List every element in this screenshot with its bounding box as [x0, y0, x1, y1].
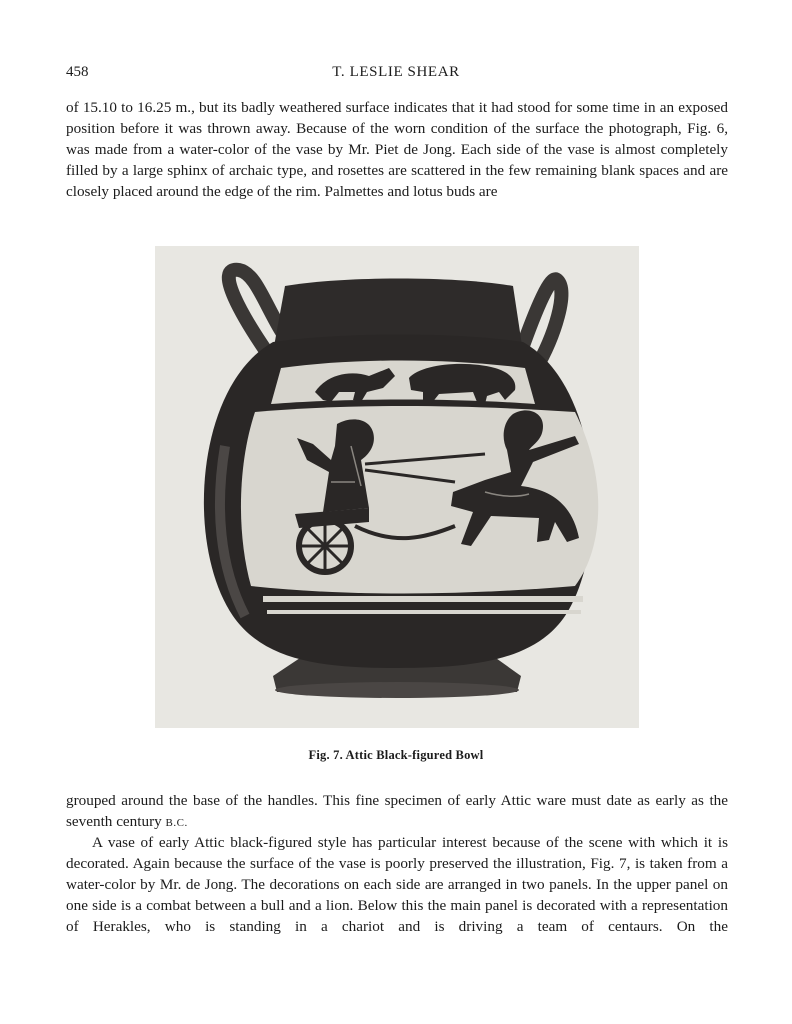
paragraph-3: A vase of early Attic black-figured style has particular interest because of the scene with which it is decorated. Again because the surface of the vase is poorly preserved the illustration, Fig. 7, is taken from a water-color by Mr. de Jong. The decorations on each side are arranged in two panels. In the upper panel on one side is a combat between a bull and a lion. Below this the main panel is decorated with a representation of Herakles, who is standing in a chariot and is driving a team of centaurs. On the — [66, 834, 728, 935]
lower-band-2 — [267, 610, 581, 614]
chariot-wheel-spokes — [301, 522, 349, 570]
running-head: T. LESLIE SHEAR — [332, 64, 460, 80]
paragraph-2-text: grouped around the base of the handles. This fine specimen of early Attic ware must date as early as the seventh century — [66, 792, 728, 830]
paragraph-2 — [66, 790, 728, 834]
figure-vase-illustration — [155, 246, 639, 728]
vase-drawing — [204, 270, 598, 698]
era-abbreviation: B.C. — [165, 817, 188, 829]
figure-caption: Fig. 7. Attic Black-figured Bowl — [308, 748, 484, 762]
vase-foot-rim — [275, 682, 519, 698]
paragraph-1: of 15.10 to 16.25 m., but its badly weathered surface indicates that it had stood for some time in an exposed position before it was thrown away. Because of the worn condition of the surface the photograph, Fig. 6, was made from a water-color of the vase by Mr. Piet de Jong. Each side of the vase is almost completely filled by a large sphinx of archaic type, and rosettes are scattered in the few remaining blank spaces and are closely placed around the edge of the rim. Palmettes and lotus buds are — [66, 99, 728, 200]
lower-band-1 — [263, 596, 583, 602]
page-number: 458 — [66, 64, 89, 80]
